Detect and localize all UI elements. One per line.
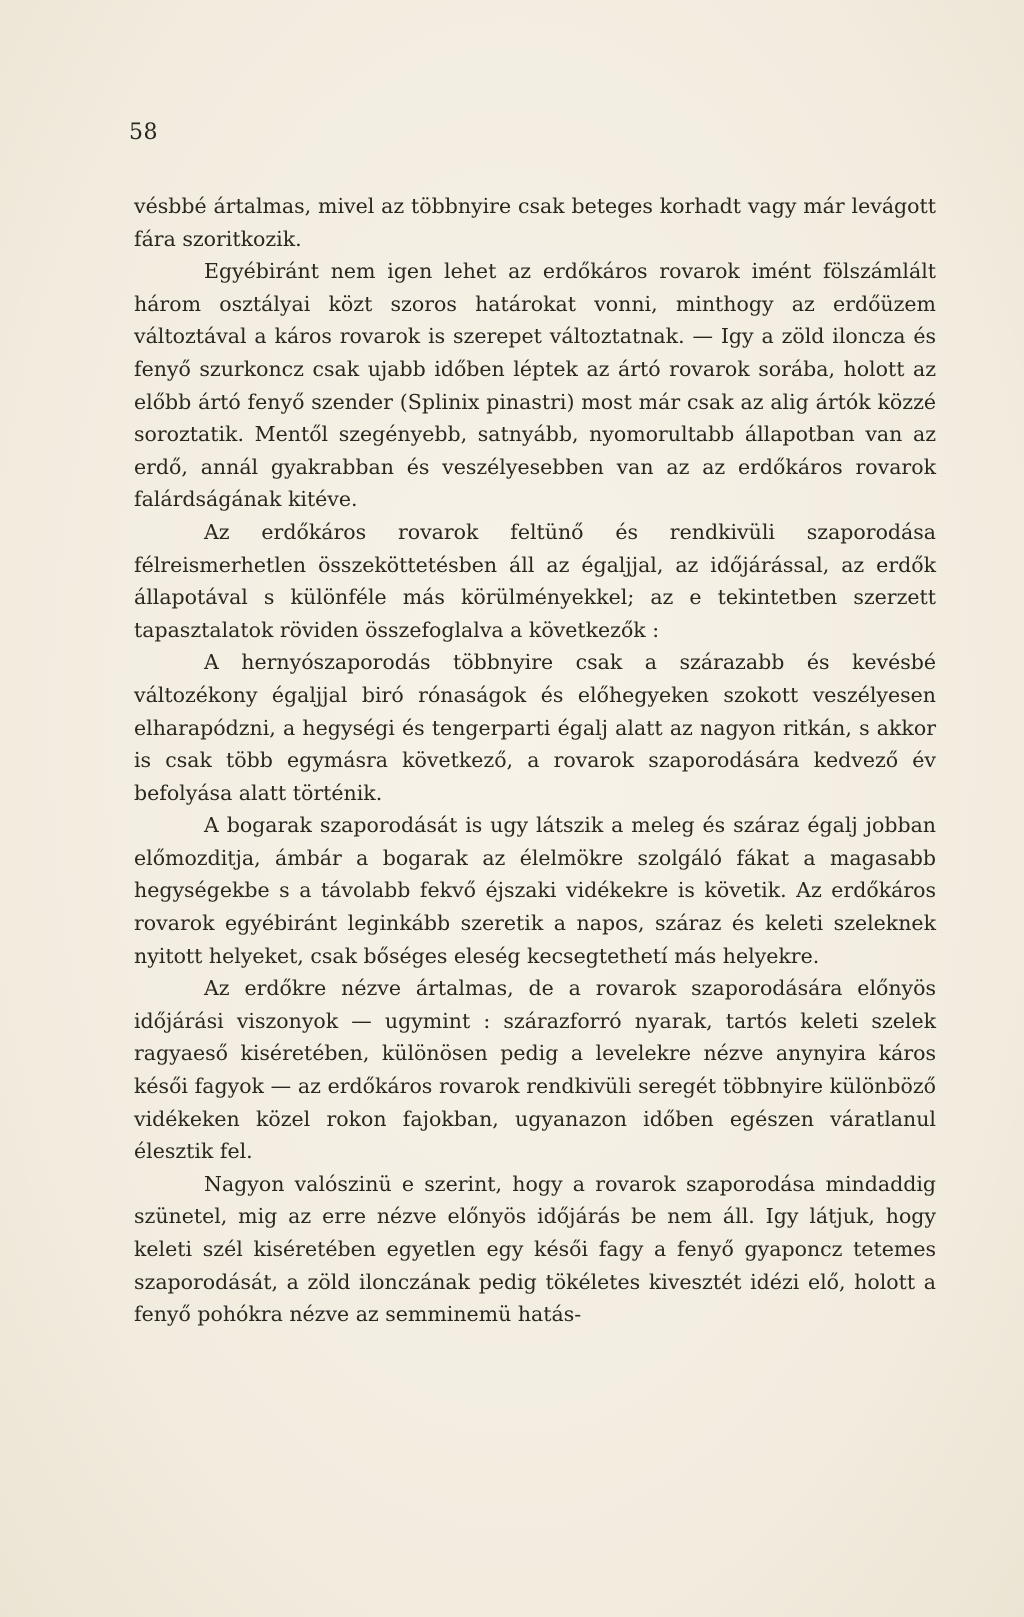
paragraph-3: Az erdőkáros rovarok feltünő és rendkivüli szaporodása félreismerhetlen összeköttetésben áll az égaljjal, az időjárással, az erdők állapotával s különféle más körülményekkel; az e tekintetben szerzett tapasztalatok röviden összefoglalva a következők : bbox=[134, 519, 936, 642]
paragraph-4: A hernyószaporodás többnyire csak a szárazabb és kevésbé változékony égaljjal biró rónaságok és előhegyeken szokott veszélyesen elharapódzni, a hegységi és tengerparti égalj alatt az nagyon ritkán, s akkor is csak több egymásra következő, a rovarok szaporodására kedvező év befolyása alatt történik. bbox=[134, 650, 936, 805]
paragraph-7: Nagyon valószinü e szerint, hogy a rovarok szaporodása mindaddig szünetel, mig az erre nézve előnyös időjárás be nem áll. Igy látjuk, hogy keleti szél kiséretében egyetlen egy késői fagy a fenyő gyaponcz tetemes szaporodását, a zöld ilonczának pedig tökéletes kivesztét idézi elő, holott a fenyő pohókra nézve az semminemü hatás- bbox=[134, 1171, 936, 1327]
paragraph-1: vésbbé ártalmas, mivel az többnyire csak beteges korhadt vagy már levágott fára szoritkozik. bbox=[134, 194, 936, 251]
body-text bbox=[134, 190, 936, 1331]
paragraph-6: Az erdőkre nézve ártalmas, de a rovarok szaporodására előnyös időjárási viszonyok — ugymint : szárazforró nyarak, tartós keleti szelek ragyaeső kiséretében, különösen pedig a levelekre nézve anynyira káros késői fagyok — az erdőkáros rovarok rendkivüli seregét többnyire különböző vidékeken közel rokon fajokban, ugyanazon időben egészen váratlanul élesztik fel. bbox=[134, 976, 936, 1164]
paragraph-2: Egyébiránt nem igen lehet az erdőkáros rovarok imént fölszámlált három osztályai közt szoros határokat vonni, minthogy az erdőüzem változtával a káros rovarok is szerepet változtatnak. — Igy a zöld ilonczа és fenyő szurkoncz csak ujabb időben léptek az ártó rovarok sorába, holott az előbb ártó fenyő szender (Splinix pinastri) most már csak az alig ártók közzé soroztatik. Mentől szegényebb, satnyább, nyomorultabb állapotban van az erdő, annál gyakrabban és veszélyesebben van az az erdőkáros rovarok falárdságának kitéve. bbox=[134, 259, 936, 512]
paragraph-5: A bogarak szaporodását is ugy látszik a meleg és száraz égalj jobban előmozditja, ámbár a bogarak az élelmökre szolgáló fákat a magasabb hegységekbe s a távolabb fekvő éjszaki vidékekre is követik. Az erdőkáros rovarok egyébiránt leginkább szeretik a napos, száraz és keleti szeleknek nyitott helyeket, csak bőséges eleség kecsegtethetí más helyekre. bbox=[134, 813, 936, 968]
page-number: 58 bbox=[129, 120, 158, 145]
